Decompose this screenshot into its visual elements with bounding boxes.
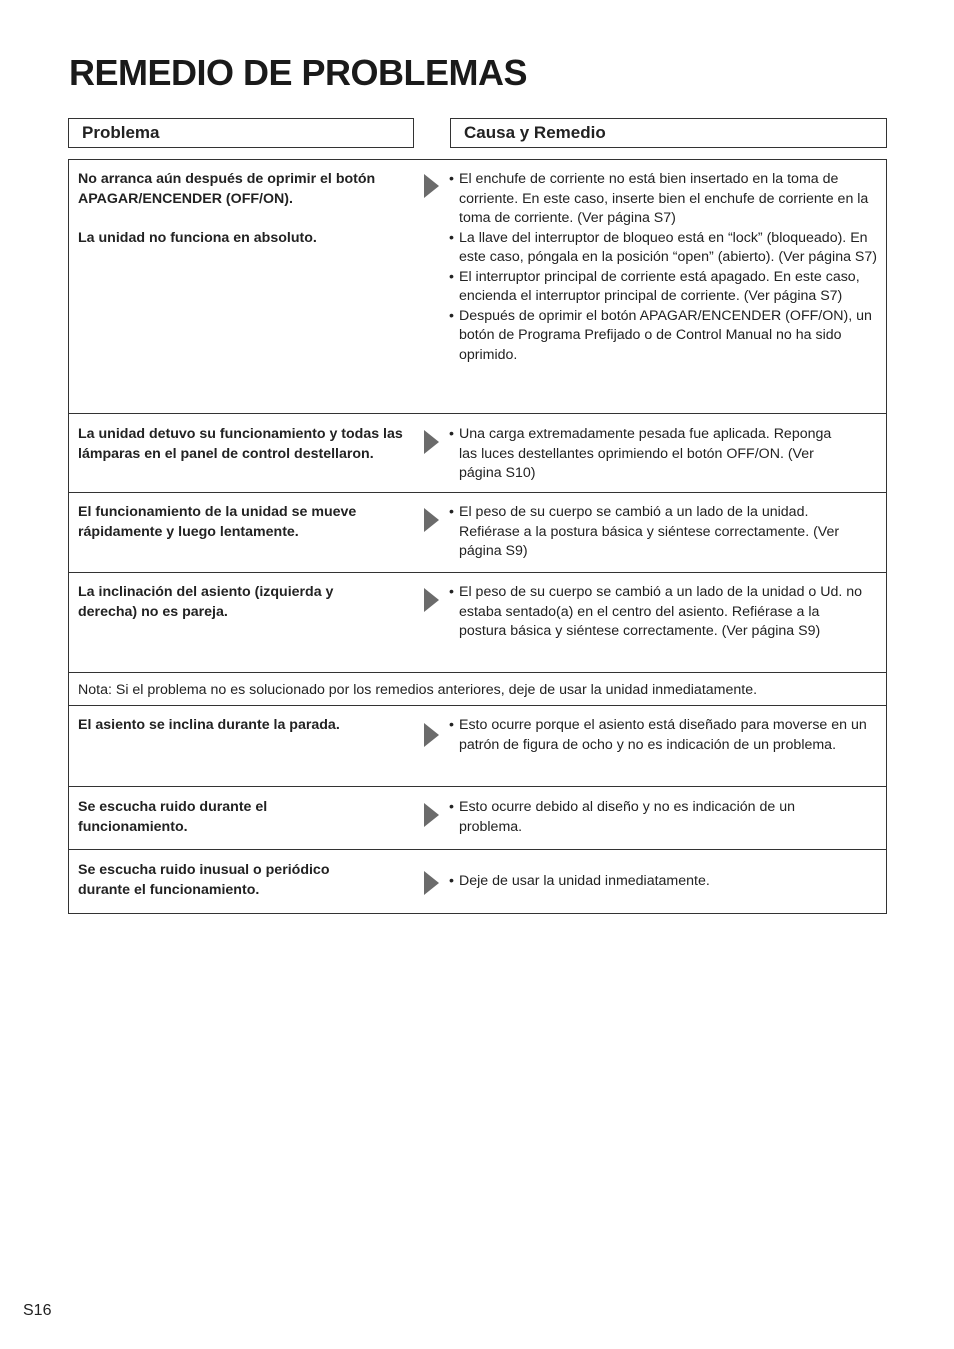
problem-cell — [78, 170, 418, 248]
cause-item: • Una carga extremadamente pesada fue aplicada. Reponga las luces destellantes oprimiendo el botón OFF/ON. (Ver página S10) — [449, 425, 839, 484]
table-row — [69, 492, 886, 572]
problem-text: Se escucha ruido inusual o periódico durante el funcionamiento. — [78, 862, 330, 898]
page-title: REMEDIO DE PROBLEMAS — [69, 52, 528, 93]
arrow-icon — [424, 723, 439, 747]
problem-cell — [78, 716, 418, 736]
problem-column-header: Problema — [68, 118, 414, 148]
cause-list — [449, 583, 867, 642]
cause-list — [449, 798, 849, 837]
cause-item: • La llave del interruptor de bloqueo está en “lock” (bloqueado). En este caso, póngala en la posición “open” (abierto). (Ver página S7) — [449, 229, 879, 268]
cause-item: • Deje de usar la unidad inmediatamente. — [449, 872, 879, 892]
cause-list — [449, 716, 879, 755]
arrow-icon — [424, 803, 439, 827]
arrow-icon — [424, 588, 439, 612]
table-row — [69, 705, 886, 786]
problem-text: La unidad detuvo su funcionamiento y todas las lámparas en el panel de control destellaron. — [78, 426, 403, 462]
problem-cell — [78, 425, 403, 464]
arrow-icon — [424, 430, 439, 454]
page-number: S16 — [23, 1302, 52, 1319]
note-row — [69, 672, 886, 705]
cause-column-header: Causa y Remedio — [450, 118, 887, 148]
table-row — [69, 413, 886, 492]
problem-cell — [78, 583, 378, 622]
cause-item: • El peso de su cuerpo se cambió a un lado de la unidad. Refiérase a la postura básica y siéntese correctamente. (Ver página S9) — [449, 503, 864, 562]
problem-text: La unidad no funciona en absoluto. — [78, 229, 317, 246]
cause-item: • El peso de su cuerpo se cambió a un lado de la unidad o Ud. no estaba sentado(a) en el centro del asiento. Refiérase a la postura básica y siéntese correctamente. (Ver página S9) — [449, 583, 867, 642]
cause-list — [449, 170, 879, 365]
arrow-icon — [424, 508, 439, 532]
problem-cell — [78, 861, 378, 900]
problem-cell — [78, 798, 288, 837]
problem-cell — [78, 503, 403, 542]
cause-item: • Esto ocurre porque el asiento está diseñado para moverse en un patrón de figura de ocho y no es indicación de un problema. — [449, 716, 879, 755]
arrow-icon — [424, 174, 439, 198]
problem-text: Se escucha ruido durante el funcionamiento. — [78, 799, 268, 835]
note-text: Nota: Si el problema no es solucionado por los remedios anteriores, deje de usar la unidad inmediatamente. — [78, 682, 758, 698]
cause-list — [449, 425, 839, 484]
table-row — [69, 160, 886, 413]
table-row — [69, 572, 886, 672]
cause-item: • El enchufe de corriente no está bien insertado en la toma de corriente. En este caso, inserte bien el enchufe de corriente en la toma de corriente. (Ver página S7) — [449, 170, 879, 229]
cause-item: • Después de oprimir el botón APAGAR/ENCENDER (OFF/ON), un botón de Programa Prefijado o de Control Manual no ha sido oprimido. — [449, 307, 879, 366]
cause-item: • El interruptor principal de corriente está apagado. En este caso, encienda el interruptor principal de corriente. (Ver página S7) — [449, 268, 879, 307]
cause-list — [449, 503, 864, 562]
table-row — [69, 849, 886, 913]
cause-item: • Esto ocurre debido al diseño y no es indicación de un problema. — [449, 798, 849, 837]
table-row — [69, 786, 886, 849]
cause-list — [449, 872, 879, 892]
problem-text: El funcionamiento de la unidad se mueve rápidamente y luego lentamente. — [78, 504, 357, 540]
problem-text: El asiento se inclina durante la parada. — [78, 717, 340, 733]
problem-text: No arranca aún después de oprimir el botón APAGAR/ENCENDER (OFF/ON). — [78, 171, 376, 207]
arrow-icon — [424, 871, 439, 895]
problem-text: La inclinación del asiento (izquierda y derecha) no es pareja. — [78, 584, 334, 620]
troubleshooting-table — [68, 159, 887, 914]
